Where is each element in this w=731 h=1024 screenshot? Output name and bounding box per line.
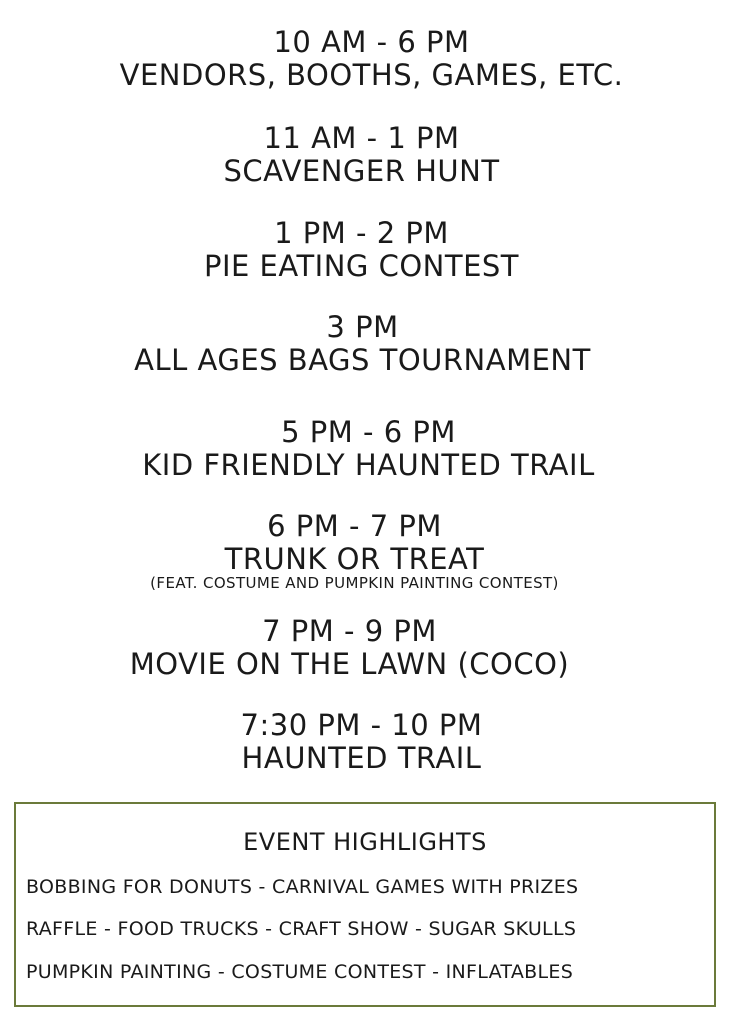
schedule-note: (FEAT. COSTUME AND PUMPKIN PAINTING CONTEST) bbox=[150, 574, 559, 592]
schedule-title: KID FRIENDLY HAUNTED TRAIL bbox=[142, 448, 595, 482]
schedule-title: ALL AGES BAGS TOURNAMENT bbox=[134, 343, 591, 377]
schedule-time: 6 PM - 7 PM bbox=[267, 509, 442, 543]
highlights-line: RAFFLE - FOOD TRUCKS - CRAFT SHOW - SUGAR SKULLS bbox=[26, 918, 577, 940]
schedule-title: VENDORS, BOOTHS, GAMES, ETC. bbox=[119, 58, 624, 92]
schedule-item-scavenger-hunt bbox=[0, 122, 727, 188]
schedule-title: HAUNTED TRAIL bbox=[241, 741, 482, 775]
schedule-item-haunted-trail bbox=[0, 709, 727, 775]
schedule-time: 5 PM - 6 PM bbox=[281, 415, 456, 449]
schedule-item-pie-eating bbox=[0, 217, 727, 283]
schedule-item-bags-tournament bbox=[0, 311, 728, 377]
schedule-time: 7 PM - 9 PM bbox=[262, 614, 437, 648]
schedule-title: PIE EATING CONTEST bbox=[203, 249, 520, 283]
schedule-time: 7:30 PM - 10 PM bbox=[240, 708, 483, 742]
schedule-item-kid-haunted-trail bbox=[3, 416, 731, 482]
highlights-line: PUMPKIN PAINTING - COSTUME CONTEST - INFLATABLES bbox=[26, 961, 574, 983]
highlights-line: BOBBING FOR DONUTS - CARNIVAL GAMES WITH PRIZES bbox=[26, 876, 579, 898]
event-highlights-box bbox=[14, 802, 716, 1007]
schedule-title: TRUNK OR TREAT bbox=[224, 542, 485, 576]
schedule-time: 1 PM - 2 PM bbox=[274, 216, 449, 250]
schedule-title: SCAVENGER HUNT bbox=[223, 154, 500, 188]
schedule-item-trunk-or-treat bbox=[0, 510, 720, 592]
schedule-time: 11 AM - 1 PM bbox=[263, 121, 460, 155]
schedule-time: 3 PM bbox=[326, 310, 399, 344]
schedule-title: MOVIE ON THE LAWN (COCO) bbox=[129, 647, 570, 681]
highlights-title: EVENT HIGHLIGHTS bbox=[243, 828, 487, 856]
schedule-item-vendors bbox=[6, 26, 731, 92]
schedule-time: 10 AM - 6 PM bbox=[273, 25, 470, 59]
schedule-item-movie bbox=[0, 615, 715, 681]
